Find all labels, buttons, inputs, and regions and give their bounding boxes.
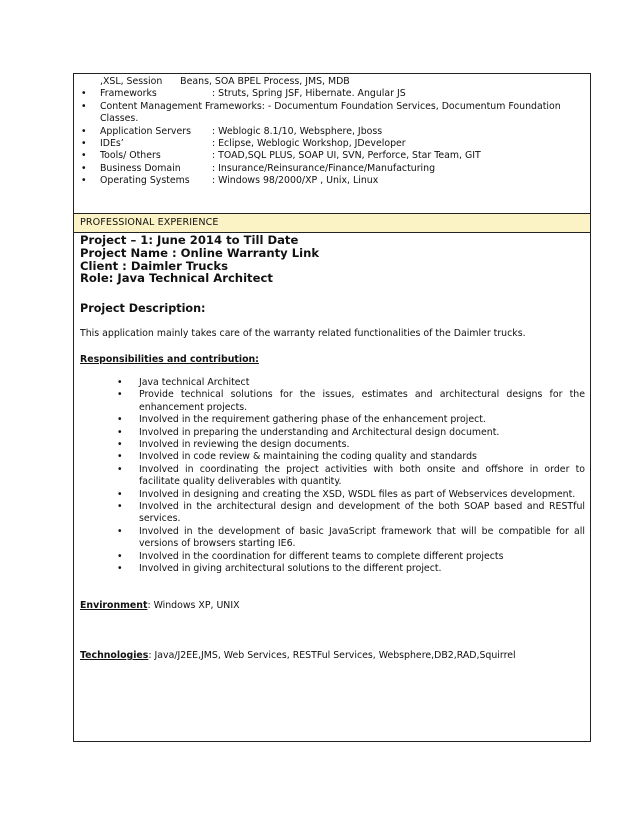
responsibility-text: Java technical Architect xyxy=(139,377,250,388)
project-period: Project – 1: June 2014 to Till Date xyxy=(80,233,299,247)
list-item xyxy=(117,414,585,426)
responsibility-text: Involved in the requirement gathering phase of the enhancement project. xyxy=(139,414,486,426)
skill-value: : TOAD,SQL PLUS, SOAP UI, SVN, Perforce, Star Team, GIT xyxy=(212,150,481,162)
list-item xyxy=(117,526,585,551)
bullet-icon: • xyxy=(117,501,123,513)
bullet-icon: • xyxy=(81,150,87,162)
responsibility-text: Involved in code review & maintaining the coding quality and standards xyxy=(139,451,477,463)
bullet-icon: • xyxy=(117,451,123,463)
skill-row-business-domain xyxy=(80,163,585,175)
project-description: This application mainly takes care of the warranty related functionalities of the Daimler trucks. xyxy=(80,328,526,339)
skill-row-content-management xyxy=(80,101,585,126)
bullet-icon: • xyxy=(117,426,123,438)
skills-continuation-row xyxy=(80,76,585,88)
list-item xyxy=(117,439,585,451)
environment-line xyxy=(80,600,240,611)
technologies-label: Technologies xyxy=(80,650,149,661)
section-header: PROFESSIONAL EXPERIENCE xyxy=(80,217,219,228)
responsibilities-heading: Responsibilities and contribution: xyxy=(80,354,259,365)
skill-value: : Windows 98/2000/XP , Unix, Linux xyxy=(212,175,379,187)
project-name: Project Name : Online Warranty Link xyxy=(80,245,320,260)
bullet-icon: • xyxy=(117,563,123,575)
bullet-icon: • xyxy=(117,525,123,537)
skill-row-application-servers xyxy=(80,126,585,138)
environment-value: : Windows XP, UNIX xyxy=(147,600,240,611)
project-title-block xyxy=(80,234,319,285)
list-item xyxy=(117,377,585,389)
list-item xyxy=(117,427,585,439)
project-client: Client : Daimler Trucks xyxy=(80,258,229,273)
project-role: Role: Java Technical Architect xyxy=(80,271,273,286)
skill-name: Operating Systems xyxy=(100,175,190,187)
list-item xyxy=(117,489,585,501)
bullet-icon: • xyxy=(81,175,87,187)
technologies-value: : Java/J2EE,JMS, Web Services, RESTFul Services, Websphere,DB2,RAD,Squirrel xyxy=(148,650,516,661)
bullet-spacer xyxy=(80,76,100,88)
project-section xyxy=(74,233,590,741)
bullet-icon: • xyxy=(117,389,123,401)
bullet-icon: • xyxy=(81,100,87,112)
list-item xyxy=(117,451,585,463)
bullet-icon: • xyxy=(81,162,87,174)
skill-name: IDEs’ xyxy=(100,138,124,150)
list-item xyxy=(117,501,585,526)
skill-name: Application Servers xyxy=(100,125,191,137)
bullet-icon: • xyxy=(117,488,123,500)
skill-name: Frameworks xyxy=(100,88,157,100)
skills-continuation-text: ,XSL, Session Beans, SOA BPEL Process, JMS, MDB xyxy=(100,76,350,87)
responsibility-text: Involved in designing and creating the XSD, WSDL files as part of Webservices development. xyxy=(139,488,576,500)
responsibility-text: Involved in reviewing the design documents. xyxy=(139,439,350,451)
skill-row-ides xyxy=(80,138,585,150)
bullet-icon: • xyxy=(117,463,123,475)
responsibility-text: Involved in giving architectural solutions to the different project. xyxy=(139,563,442,575)
bullet-icon: • xyxy=(81,138,87,150)
bullet-icon: • xyxy=(81,88,87,100)
bullet-icon: • xyxy=(81,125,87,137)
list-item xyxy=(117,464,585,489)
environment-label: Environment xyxy=(80,600,148,611)
skill-row-frameworks xyxy=(80,88,585,100)
skill-value: : Insurance/Reinsurance/Finance/Manufacturing xyxy=(212,162,436,174)
project-description-heading: Project Description: xyxy=(80,302,206,315)
responsibility-text: Involved in the coordination for different teams to complete different projects xyxy=(139,550,504,562)
resume-page-frame xyxy=(73,73,591,742)
bullet-icon: • xyxy=(117,439,123,451)
bullet-icon: • xyxy=(117,414,123,426)
skill-value: : Eclipse, Weblogic Workshop, JDeveloper xyxy=(212,138,406,150)
skill-row-tools xyxy=(80,150,585,162)
responsibility-text: Involved in coordinating the project activities with both onsite and offshore in order to facilitate quality deliverables with quantity. xyxy=(139,463,585,488)
bullet-icon: • xyxy=(117,377,123,388)
skills-list xyxy=(80,76,585,188)
section-header-bar xyxy=(74,214,590,233)
responsibility-text: Involved in the architectural design and development of the both SOAP based and RESTful services. xyxy=(139,501,585,525)
skill-full-text: Content Management Frameworks: - Documentum Foundation Services, Documentum Foundation Classes. xyxy=(100,100,561,125)
list-item xyxy=(117,563,585,575)
skill-name: Tools/ Others xyxy=(100,150,161,162)
technologies-line xyxy=(80,650,516,661)
skill-value: : Weblogic 8.1/10, Websphere, Jboss xyxy=(212,125,383,137)
skill-name: Business Domain xyxy=(100,162,181,174)
responsibility-text: Involved in preparing the understanding and Architectural design document. xyxy=(139,426,500,438)
bullet-icon: • xyxy=(117,550,123,562)
list-item xyxy=(117,551,585,563)
list-item xyxy=(117,389,585,414)
responsibilities-list xyxy=(117,377,585,576)
responsibility-text: Provide technical solutions for the issues, estimates and architectural designs for the enhancement projects. xyxy=(139,389,585,413)
skill-row-operating-systems xyxy=(80,175,585,187)
skill-value: : Struts, Spring JSF, Hibernate. Angular JS xyxy=(212,88,406,100)
technical-skills-section xyxy=(74,74,590,214)
responsibility-text: Involved in the development of basic JavaScript framework that will be compatible for all versions of browsers starting IE6. xyxy=(139,525,585,550)
